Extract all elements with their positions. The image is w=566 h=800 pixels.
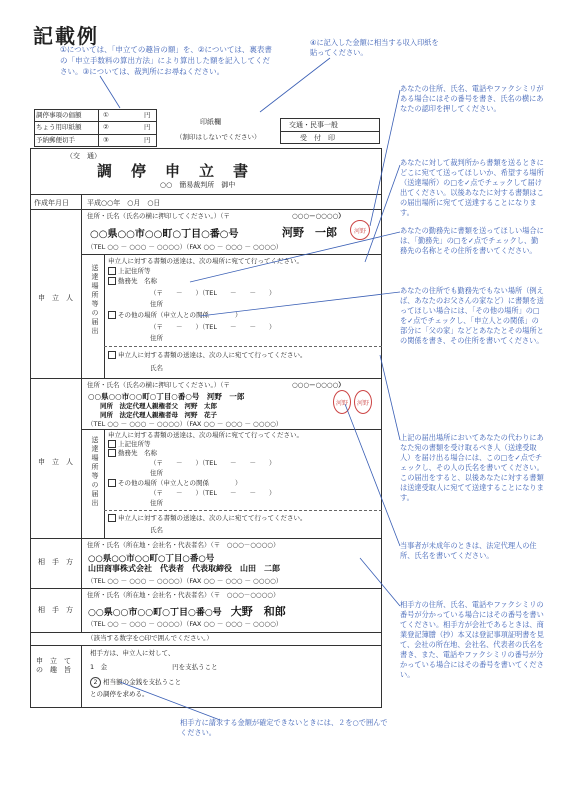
applicant1-opt3-zip: （〒 － ）（TEL － － ） [150,323,276,331]
applicant2-guardian-mother: 同所 法定代理人親権者母 河野 花子 [100,411,217,419]
applicant2-opt2-addr: 住所 [150,469,163,477]
court-name: ○○ 簡易裁判所 御中 [160,181,236,189]
fee-row-unit: 円 [144,136,151,144]
respondent1-name: 山田商事株式会社 代表者 代表取締役 山田 二郎 [88,563,280,573]
note-respondent: 相手方の住所、氏名、電話やファクシミリの番号が分かっている場合にはその番号を書いてください。相手方が会社であるときは、商業登記簿謄（抄）本又は登記事項証明書を見て、会社の所在地、会社名、代表者の氏名を書き、また、電話やファクシミリの番号が分かっている場合にはその番号を書いてください。 [400,600,544,679]
applicant1-seal: 河野 [350,220,370,240]
applicant1-section-label: 申 立 人 [38,294,73,302]
applicant2-seal-mother: 河野 [354,390,372,414]
page-title: 記載例 [33,24,99,48]
applicant1-opt2-zip: （〒 － ）（TEL － － ） [150,289,276,297]
respondent2-label: 住所・氏名（所在地・会社名・代表者名）（〒 ○○○－○○○○） [87,591,280,599]
applicant1-tel: （TEL ○○ － ○○○ － ○○○○）（FAX ○○ － ○○○ － ○○○○） [87,243,283,251]
jurisdiction-label: 交通・民事一般 [289,121,338,129]
applicant1-address-label: 住所・氏名（氏名の横に押印してください。）（〒 [87,212,230,220]
applicant2-agent-name: 氏名 [150,526,163,534]
applicant1-zip: ○○○－○○○○） [292,212,345,220]
applicant2-opt1[interactable]: 上記住所等 [108,440,151,449]
respondent2-address: ○○県○○市○○町○丁目○番○号 大野 和郎 [88,605,286,618]
applicant2-delivery-text: 申立人に対する書類の送達は、次の場所に宛てて行ってください。 [108,431,303,439]
purpose-note: （該当する数字を○印で囲んでください。） [87,634,213,642]
applicant1-address: ○○県○○市○○町○丁目○番○号 [90,229,239,240]
fee-row-num: ① [103,111,109,119]
note-delivery-agent: 上記の届出場所においてあなたの代わりにあなた宛の書類を受け取るべき人（送達受取人）を届け出る場合には、この□を✓点でチェックし、その人の氏名を書いてください。この届出をすると、以後あなたに対する書類は送達受取人に宛てて送達することになります。 [400,433,544,502]
applicant2-opt3-zip: （〒 － ）（TEL － － ） [150,489,276,497]
applicant2-seal-father: 河野 [333,390,351,414]
applicant1-delivery-label: 送達場所等の届出 [91,264,99,336]
case-kind: （交 通） [66,152,101,160]
respondent1-address: ○○県○○市○○町○丁目○番○号 [88,554,215,564]
applicant1-opt2-addr: 住所 [150,300,163,308]
applicant1-opt2[interactable]: 勤務先 名称 [108,277,157,286]
date-label: 作成年月日 [34,199,69,207]
applicant1-agent-name: 氏名 [150,364,163,372]
applicant1-opt3[interactable]: その他の場所（申立人との関係 ） [108,311,242,320]
applicant2-agent[interactable]: 申立人に対する書類の送達は、次の人に宛てて行ってください。 [108,514,307,523]
respondent1-section-label: 相 手 方 [38,558,73,566]
note-other-place: あなたの住所でも勤務先でもない場所（例えば、あなたのお父さんの家など）に書類を送ってほしい場合には、「その他の場所」の□を✓点でチェックし、「申立人との関係」の部分に「父の家」などとあなたとその場所との関係を書き、その住所を書いてください。 [400,286,544,345]
fee-row-num: ③ [103,136,109,144]
respondent2-section-label: 相 手 方 [38,606,73,614]
applicant1-delivery-text: 申立人に対する書類の送達は、次の場所に宛てて行ってください。 [108,257,303,265]
note-minor: 当事者が未成年のときは、法定代理人の住所、氏名を書いてください。 [400,541,537,560]
applicant2-address: ○○県○○市○○町○丁目○番○号 河野 一郎 [88,392,245,401]
applicant1-name: 河野 一郎 [282,226,337,239]
applicant2-guardian-father: 同所 法定代理人親権者父 河野 太郎 [100,402,217,410]
applicant2-address-label: 住所・氏名（氏名の横に押印してください。）（〒 [87,381,230,389]
form-title: 調 停 申 立 書 [97,162,251,180]
purpose-section-label: 申 立 て の 趣 旨 [36,657,78,674]
fee-row-num: ② [103,123,109,131]
applicant1-opt1[interactable]: 上記住所等 [108,267,151,276]
stamp-area-note: （割印はしないでください） [176,133,261,141]
note-amount-undetermined: 相手方に請求する金額が確定できないときには、２を○で囲んでください。 [180,718,388,737]
fee-row-label: 予納郵便切手 [36,136,75,144]
note-applicant-address: あなたの住所、氏名、電話やファクシミリがある場合にはその番号を書き、氏名の横にあなたの認印を押してください。 [400,84,544,113]
purpose-tail: との調停を求める。 [90,690,149,698]
respondent1-tel: （TEL ○○ － ○○○ － ○○○○）（FAX ○○ － ○○○ － ○○○○） [87,577,283,585]
fee-row-label: ちょう用印紙額 [36,123,82,131]
applicant2-zip: ○○○－○○○○） [292,381,345,389]
stamp-instruction: ④に記入した金額に相当する収入印紙を貼ってください。 [310,38,439,57]
applicant2-tel: （TEL ○○ － ○○○ － ○○○○）（FAX ○○ － ○○○ － ○○○○） [87,420,283,428]
stamp-area-label: 印紙欄 [200,118,221,126]
purpose-lead: 相手方は、申立人に対して、 [90,649,175,657]
respondent1-label: 住所・氏名（所在地・会社名・代表者名）（〒 ○○○－○○○○） [87,541,280,549]
applicant2-delivery-label: 送達場所等の届出 [91,436,99,508]
respondent2-tel: （TEL ○○ － ○○○ － ○○○○）（FAX ○○ － ○○○ － ○○○○） [87,620,283,628]
applicant1-opt3-addr: 住所 [150,334,163,342]
respondent2-name: 大野 和郎 [230,605,286,618]
applicant2-section-label: 申 立 人 [38,458,73,466]
applicant2-opt2-zip: （〒 － ）（TEL － － ） [150,459,276,467]
applicant2-opt2[interactable]: 勤務先 名称 [108,449,157,458]
note-workplace: あなたの勤務先に書類を送ってほしい場合には、「勤務先」の□を✓点でチェックし、勤務先の名称とその住所を書いてください。 [400,226,544,255]
date-value: 平成○○年 ○月 ○日 [87,199,161,207]
note-delivery-place: あなたに対して裁判所から書類を送るときにどこに宛てて送ってほしいか、希望する場所（送達場所）の□を✓点でチェックして届け出てください。以後あなたに対する書類はこの届出場所に宛てて送達することになります。 [400,158,544,217]
fee-row-unit: 円 [144,111,151,119]
applicant2-opt3[interactable]: その他の場所（申立人との関係 ） [108,479,242,488]
option-2-circle: 2 [90,677,101,688]
received-stamp-label: 受 付 印 [300,134,335,142]
purpose-option-2: 2 相当額の金銭を支払うこと [90,677,181,688]
applicant2-opt3-addr: 住所 [150,499,163,507]
fee-row-label: 調停事項の価額 [36,111,82,119]
applicant1-agent[interactable]: 申立人に対する書類の送達は、次の人に宛てて行ってください。 [108,351,307,360]
purpose-option-1: 1 金 円を支払うこと [90,663,218,671]
fee-row-unit: 円 [144,123,151,131]
instruction-text: ①については、「申立ての趣旨の額」を、②については、裏表書の「申立手数料の算出方法」により算出した額を記入してください。③については、裁判所にお尋ねください。 [60,45,272,76]
